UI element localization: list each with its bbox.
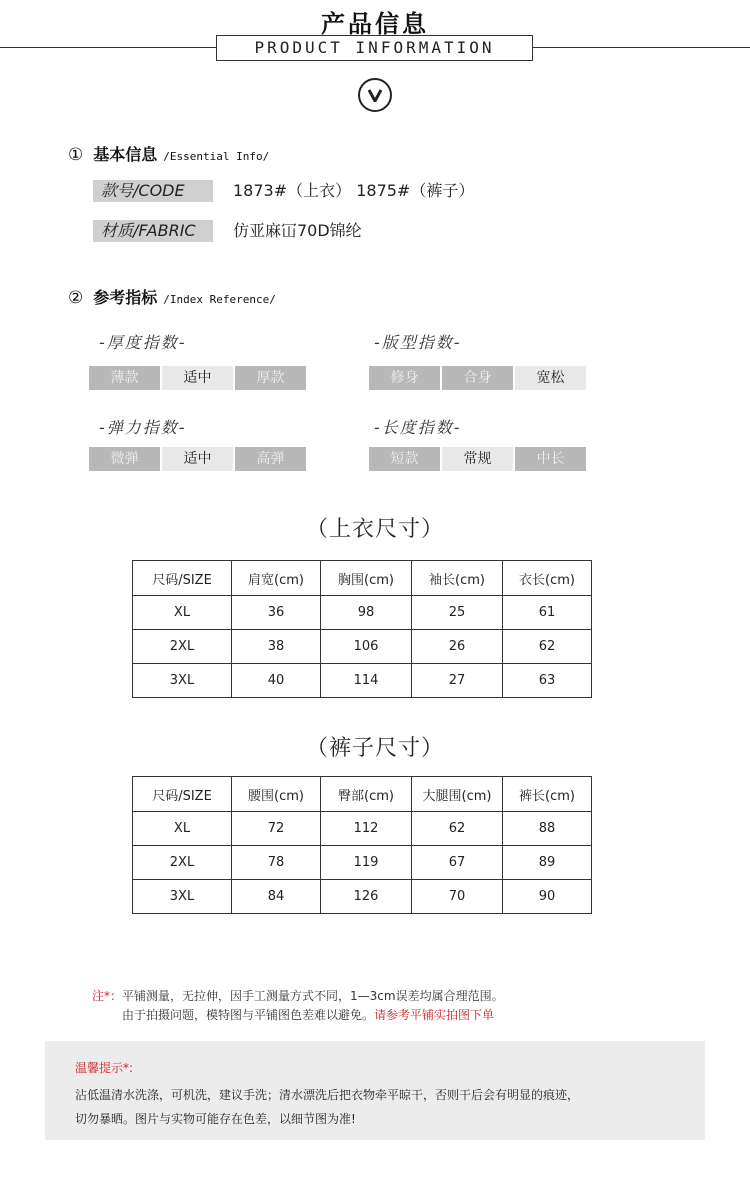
code-value: 1873#（上衣） 1875#（裤子） (233, 181, 475, 200)
pants-size-table (132, 776, 592, 914)
index-reference-heading (68, 285, 276, 308)
table-header-cell: 袖长(cm) (412, 561, 503, 596)
page-subtitle: PRODUCT INFORMATION (216, 35, 533, 61)
care-tips-line-2: 切勿暴晒。图片与实物可能存在色差，以细节图为准! (75, 1112, 356, 1126)
fabric-value: 仿亚麻冚70D锦纶 (233, 221, 362, 240)
table-row (133, 812, 592, 846)
care-tips-box (45, 1041, 705, 1140)
table-cell: 112 (321, 812, 412, 846)
section-number: ① (68, 145, 84, 165)
basic-info-heading (68, 142, 269, 165)
table-header-cell: 尺码/SIZE (133, 561, 232, 596)
measurement-note (92, 987, 504, 1025)
table-header-cell: 尺码/SIZE (133, 777, 232, 812)
note-highlight: 请参考平铺实拍图下单 (374, 1008, 495, 1022)
elasticity-option: 适中 (162, 447, 233, 471)
top-size-table (132, 560, 592, 698)
table-cell: 126 (321, 880, 412, 914)
table-cell: 62 (412, 812, 503, 846)
code-label: 款号/CODE (93, 180, 213, 202)
care-tips-title: 温馨提示*: (75, 1061, 134, 1075)
length-option: 中长 (515, 447, 586, 471)
table-cell: 114 (321, 664, 412, 698)
table-cell: 27 (412, 664, 503, 698)
length-option: 常规 (442, 447, 513, 471)
thickness-index-title: -厚度指数- (99, 333, 187, 352)
fit-index-scale (369, 366, 586, 390)
note-text-1: 平铺测量，无拉伸，因手工测量方式不同，1—3cm误差均属合理范围。 (122, 989, 504, 1003)
pants-size-title: （裤子尺寸） (305, 736, 444, 761)
table-row (133, 664, 592, 698)
elasticity-index-title: -弹力指数- (99, 418, 187, 437)
table-cell: 89 (503, 846, 592, 880)
care-tips-body (75, 1083, 695, 1131)
fit-option: 宽松 (515, 366, 586, 390)
care-tips-line-1: 沾低温清水洗涤，可机洗，建议手洗；清水漂洗后把衣物牵平晾干，否则干后会有明显的痕迹， (75, 1088, 580, 1102)
fit-option: 修身 (369, 366, 440, 390)
table-header-cell: 大腿围(cm) (412, 777, 503, 812)
table-cell: 78 (232, 846, 321, 880)
table-header-cell: 胸围(cm) (321, 561, 412, 596)
thickness-option: 适中 (162, 366, 233, 390)
length-option: 短款 (369, 447, 440, 471)
length-index-title: -长度指数- (374, 418, 462, 437)
table-cell: 119 (321, 846, 412, 880)
table-header-row (133, 777, 592, 812)
section-title-en: /Essential Info/ (163, 150, 270, 163)
table-cell: 72 (232, 812, 321, 846)
header-rule-left (0, 47, 216, 48)
note-line-1 (92, 987, 504, 1006)
table-cell: 106 (321, 630, 412, 664)
table-cell: 88 (503, 812, 592, 846)
table-row (133, 596, 592, 630)
section-title-en: /Index Reference/ (163, 293, 276, 306)
elasticity-index-scale (89, 447, 306, 471)
fit-option: 合身 (442, 366, 513, 390)
table-header-cell: 臀部(cm) (321, 777, 412, 812)
header-rule-right (533, 47, 750, 48)
note-line-2 (92, 1006, 504, 1025)
table-header-cell: 裤长(cm) (503, 777, 592, 812)
table-cell: 38 (232, 630, 321, 664)
table-row (133, 630, 592, 664)
length-index-scale (369, 447, 586, 471)
table-cell: 70 (412, 880, 503, 914)
table-cell: 36 (232, 596, 321, 630)
table-cell: 25 (412, 596, 503, 630)
table-cell: 26 (412, 630, 503, 664)
elasticity-option: 高弹 (235, 447, 306, 471)
table-cell: 67 (412, 846, 503, 880)
table-cell: 2XL (133, 846, 232, 880)
table-cell: 2XL (133, 630, 232, 664)
table-header-row (133, 561, 592, 596)
table-cell: XL (133, 596, 232, 630)
table-header-cell: 肩宽(cm) (232, 561, 321, 596)
table-cell: XL (133, 812, 232, 846)
table-cell: 40 (232, 664, 321, 698)
thickness-option: 厚款 (235, 366, 306, 390)
table-cell: 62 (503, 630, 592, 664)
table-header-cell: 腰围(cm) (232, 777, 321, 812)
fit-index-title: -版型指数- (374, 333, 462, 352)
note-text-2: 由于拍摄问题，模特图与平铺图色差难以避免。 (122, 1008, 375, 1022)
section-title: 参考指标 (93, 288, 158, 307)
table-cell: 61 (503, 596, 592, 630)
table-cell: 98 (321, 596, 412, 630)
table-cell: 90 (503, 880, 592, 914)
table-cell: 3XL (133, 880, 232, 914)
section-number: ② (68, 288, 84, 308)
fabric-label: 材质/FABRIC (93, 220, 213, 242)
top-size-title: （上衣尺寸） (305, 517, 444, 542)
table-cell: 63 (503, 664, 592, 698)
table-cell: 3XL (133, 664, 232, 698)
section-title: 基本信息 (93, 145, 158, 164)
chevron-down-icon (358, 78, 392, 112)
thickness-option: 薄款 (89, 366, 160, 390)
table-row (133, 880, 592, 914)
table-cell: 84 (232, 880, 321, 914)
thickness-index-scale (89, 366, 306, 390)
table-header-cell: 衣长(cm) (503, 561, 592, 596)
note-prefix: 注*： (92, 989, 123, 1003)
page-title: 产品信息 (321, 10, 429, 38)
elasticity-option: 微弹 (89, 447, 160, 471)
table-row (133, 846, 592, 880)
